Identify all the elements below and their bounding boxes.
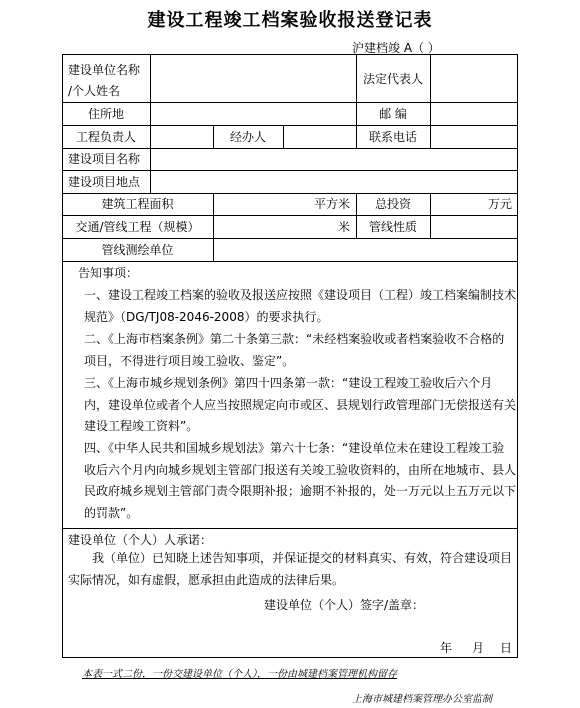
document-number: 沪建档竣 A（ ） [352, 41, 440, 55]
legal-rep-label: 法定代表人 [362, 72, 423, 86]
unit-name-label: 建设单位名称 [68, 63, 141, 77]
address-field[interactable] [151, 104, 355, 124]
pipeline-type-label: 管线性质 [368, 220, 417, 234]
issuer-stamp: 上海市城建档案管理办公室监制 [352, 694, 492, 705]
survey-unit-field[interactable] [214, 240, 517, 260]
notice-item-4: 四、《中华人民共和国城乡规划法》第六十七条：“建设单位未在建设工程竣工验收后六个月内向城乡规划主管部门报送有关竣工验收资料的，由所在地城市、县人民政府城乡规划主管部门责令限期补报；逾期不补报的，处一万元以上五万元以下的罚款”。 [84, 441, 517, 520]
project-name-field[interactable] [151, 150, 517, 169]
project-location-label: 建设项目地点 [68, 175, 141, 189]
commitment-body: 我（单位）已知晓上述告知事项，并保证提交的材料真实、有效，符合建设项目实际情况，如有虚假，愿承担由此造成的法律后果。 [68, 551, 513, 587]
person-name-label: /个人姓名 [68, 84, 121, 98]
notice-heading: 告知事项： [78, 266, 139, 280]
length-unit: 米 [337, 220, 350, 234]
date-year: 年 [440, 641, 453, 655]
investment-unit: 万元 [487, 197, 512, 211]
phone-label: 联系电话 [368, 130, 417, 144]
form-title: 建设工程竣工档案验收报送登记表 [147, 10, 433, 31]
footnote: 本表一式二份，一份交建设单位（个人），一份由城建档案管理机构留存 [82, 669, 397, 680]
unit-name-field[interactable] [151, 58, 355, 102]
signature-label: 建设单位（个人）签字/盖章： [264, 598, 425, 612]
floor-area-label: 建筑工程面积 [101, 197, 174, 211]
date-month: 月 [472, 641, 485, 655]
project-location-field[interactable] [151, 172, 517, 192]
commitment-heading: 建设单位（个人）人承诺： [68, 533, 213, 547]
survey-unit-label: 管线测绘单位 [101, 243, 174, 257]
address-label: 住所地 [87, 107, 124, 121]
total-investment-label: 总投资 [374, 197, 411, 211]
phone-field[interactable] [431, 127, 517, 147]
signature-field[interactable] [430, 598, 516, 638]
postcode-field[interactable] [431, 104, 517, 124]
area-unit: 平方米 [313, 197, 350, 211]
notice-item-1: 一、建设工程竣工档案的验收及报送应按照《建设项目（工程）竣工档案编制技术规范》（DG/TJ08-2046-2008）的要求执行。 [84, 288, 517, 324]
project-name-label: 建设项目名称 [68, 152, 141, 166]
handler-label: 经办人 [229, 130, 266, 144]
pipeline-project-label: 交通/管线工程（规模） [75, 220, 200, 234]
pipeline-type-field[interactable] [431, 217, 517, 237]
project-lead-field[interactable] [151, 127, 212, 147]
notice-item-2: 二、《上海市档案条例》第二十条第三款：“未经档案验收或者档案验收不合格的项目，不得进行项目竣工验收、鉴定”。 [84, 332, 505, 368]
notice-item-3: 三、《上海市城乡规划条例》第四十四条第一款：“建设工程竣工验收后六个月内，建设单位或者个人应当按照规定向市或区、县规划行政管理部门无偿报送有关建设工程竣工资料”。 [84, 376, 517, 433]
date-day: 日 [500, 641, 513, 655]
postcode-label: 邮 编 [379, 107, 407, 121]
legal-rep-field[interactable] [431, 58, 517, 102]
project-lead-label: 工程负责人 [75, 130, 136, 144]
handler-field[interactable] [284, 127, 355, 147]
